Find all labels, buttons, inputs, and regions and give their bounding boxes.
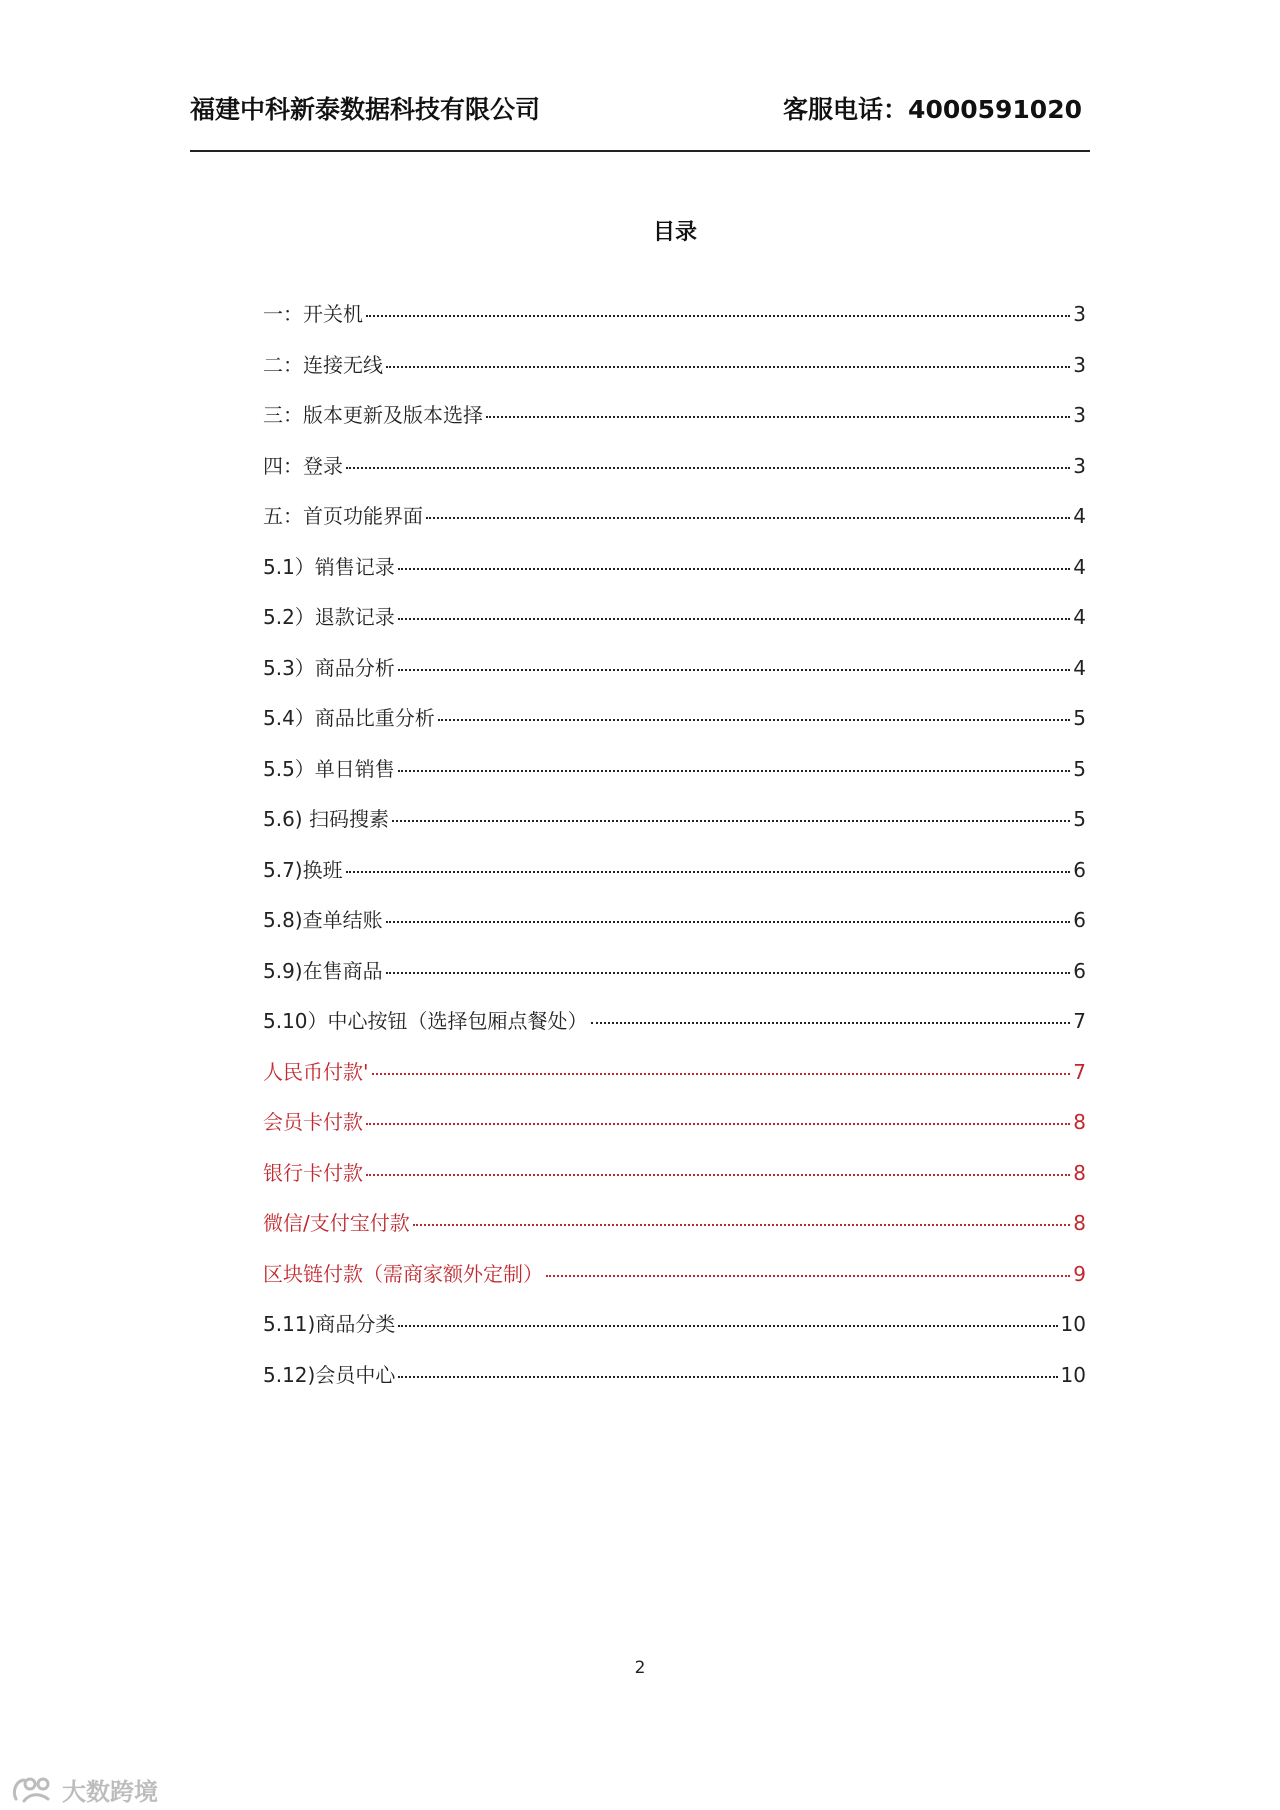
toc-entry-label: 二：连接无线	[263, 352, 383, 377]
toc-entry-label: 5.3）商品分析	[263, 655, 395, 680]
toc-entry[interactable]	[263, 1207, 1086, 1258]
toc-entry-label: 三：版本更新及版本选择	[263, 403, 483, 427]
toc-entry-label: 四：登录	[263, 453, 343, 478]
toc-entry[interactable]	[263, 904, 1086, 955]
toc-entry-label: 5.2）退款记录	[263, 605, 395, 629]
toc-entry-label: 5.8)查单结账	[263, 908, 383, 932]
toc-entry-page: 6	[1073, 958, 1086, 983]
toc-entry-label: 5.12)会员中心	[263, 1362, 396, 1387]
toc-entry-label: 5.5）单日销售	[263, 756, 395, 781]
toc-entry[interactable]	[263, 1106, 1086, 1157]
toc-entry[interactable]	[263, 1005, 1086, 1056]
toc-entry[interactable]	[263, 601, 1086, 652]
toc-entry-page: 8	[1073, 1110, 1086, 1134]
toc-dot-leader	[372, 1073, 1071, 1075]
toc-dot-leader	[546, 1275, 1070, 1277]
toc-entry-page: 6	[1073, 908, 1086, 932]
toc-dot-leader	[366, 1174, 1070, 1176]
toc-entry-page: 10	[1060, 1312, 1086, 1336]
toc-entry[interactable]	[263, 399, 1086, 450]
toc-entry[interactable]	[263, 500, 1086, 551]
toc-dot-leader	[591, 1022, 1071, 1024]
page-number: 2	[634, 1658, 646, 1678]
toc-entry-label: 会员卡付款	[263, 1110, 363, 1134]
toc-dot-leader	[386, 972, 1071, 974]
watermark-text: 大数跨境	[62, 1778, 158, 1806]
toc-entry-label: 5.9)在售商品	[263, 958, 383, 983]
toc-entry-label: 微信/支付宝付款	[263, 1211, 410, 1235]
toc-entry-label: 银行卡付款	[263, 1160, 363, 1185]
toc-entry-page: 3	[1073, 302, 1086, 326]
toc-entry-page: 4	[1073, 605, 1086, 629]
toc-dot-leader	[366, 1123, 1070, 1125]
toc-entry-page: 4	[1073, 504, 1086, 528]
toc-entry[interactable]	[263, 1157, 1086, 1208]
header-divider	[190, 150, 1090, 152]
toc-entry-page: 6	[1073, 857, 1086, 882]
toc-dot-leader	[398, 1376, 1057, 1378]
toc-entry[interactable]	[263, 1308, 1086, 1359]
toc-entry-page: 9	[1073, 1261, 1086, 1286]
toc-entry-page: 8	[1073, 1211, 1086, 1235]
toc-entry[interactable]	[263, 551, 1086, 602]
logo-mark-icon	[10, 1775, 56, 1805]
toc-dot-leader	[346, 467, 1070, 469]
toc-entry-page: 7	[1073, 1059, 1086, 1084]
toc-entry-page: 4	[1073, 554, 1086, 579]
toc-dot-leader	[386, 366, 1070, 368]
toc-entry[interactable]	[263, 349, 1086, 400]
toc-entry-page: 5	[1073, 756, 1086, 781]
toc-entry[interactable]	[263, 450, 1086, 501]
toc-dot-leader	[413, 1224, 1071, 1226]
toc-entry-label: 一：开关机	[263, 302, 363, 326]
toc-entry-label: 5.1）销售记录	[263, 554, 395, 579]
toc-title: 目录	[652, 220, 697, 245]
hotline: 客服电话：4000591020	[783, 95, 1082, 124]
toc-entry[interactable]	[263, 803, 1086, 854]
toc-dot-leader	[486, 416, 1070, 418]
toc-entry-page: 4	[1073, 655, 1086, 680]
toc-entry-page: 5	[1073, 706, 1086, 730]
toc-entry[interactable]	[263, 854, 1086, 905]
toc-entry-label: 5.11)商品分类	[263, 1312, 396, 1336]
toc-entry[interactable]	[263, 1258, 1086, 1309]
toc-entry-label: 五：首页功能界面	[263, 504, 423, 528]
watermark	[10, 1772, 158, 1807]
toc-dot-leader	[386, 921, 1071, 923]
toc-dot-leader	[426, 517, 1070, 519]
toc-entry[interactable]	[263, 298, 1086, 349]
toc-entry[interactable]	[263, 652, 1086, 703]
toc-entry-label: 人民币付款'	[263, 1059, 369, 1084]
toc-entry-page: 3	[1073, 352, 1086, 377]
toc-entry-page: 3	[1073, 453, 1086, 478]
toc-dot-leader	[398, 618, 1070, 620]
toc-entry-page: 5	[1073, 807, 1086, 831]
toc-entry-label: 5.6) 扫码搜素	[263, 807, 389, 831]
toc-entry-label: 5.7)换班	[263, 857, 343, 882]
toc-entry[interactable]	[263, 753, 1086, 804]
toc-entry-page: 8	[1073, 1160, 1086, 1185]
toc-entry[interactable]	[263, 702, 1086, 753]
company-name: 福建中科新泰数据科技有限公司	[190, 95, 541, 124]
toc-dot-leader	[438, 719, 1070, 721]
toc-dot-leader	[398, 669, 1070, 671]
toc-entry-label: 区块链付款（需商家额外定制）	[263, 1261, 543, 1286]
toc-entry-page: 3	[1073, 403, 1086, 427]
toc-dot-leader	[346, 871, 1071, 873]
toc-entry-page: 7	[1073, 1009, 1086, 1033]
toc-entry[interactable]	[263, 1359, 1086, 1410]
toc-dot-leader	[366, 315, 1070, 317]
toc-entry-page: 10	[1060, 1362, 1086, 1387]
toc-dot-leader	[398, 1325, 1057, 1327]
toc-dot-leader	[392, 820, 1070, 822]
toc-entry[interactable]	[263, 955, 1086, 1006]
toc-dot-leader	[398, 568, 1070, 570]
toc-entry-label: 5.10）中心按钮（选择包厢点餐处）	[263, 1009, 588, 1033]
toc-entry-label: 5.4）商品比重分析	[263, 706, 435, 730]
toc-entry[interactable]	[263, 1056, 1086, 1107]
page-header	[190, 88, 1090, 128]
table-of-contents	[263, 298, 1086, 1409]
toc-dot-leader	[398, 770, 1070, 772]
